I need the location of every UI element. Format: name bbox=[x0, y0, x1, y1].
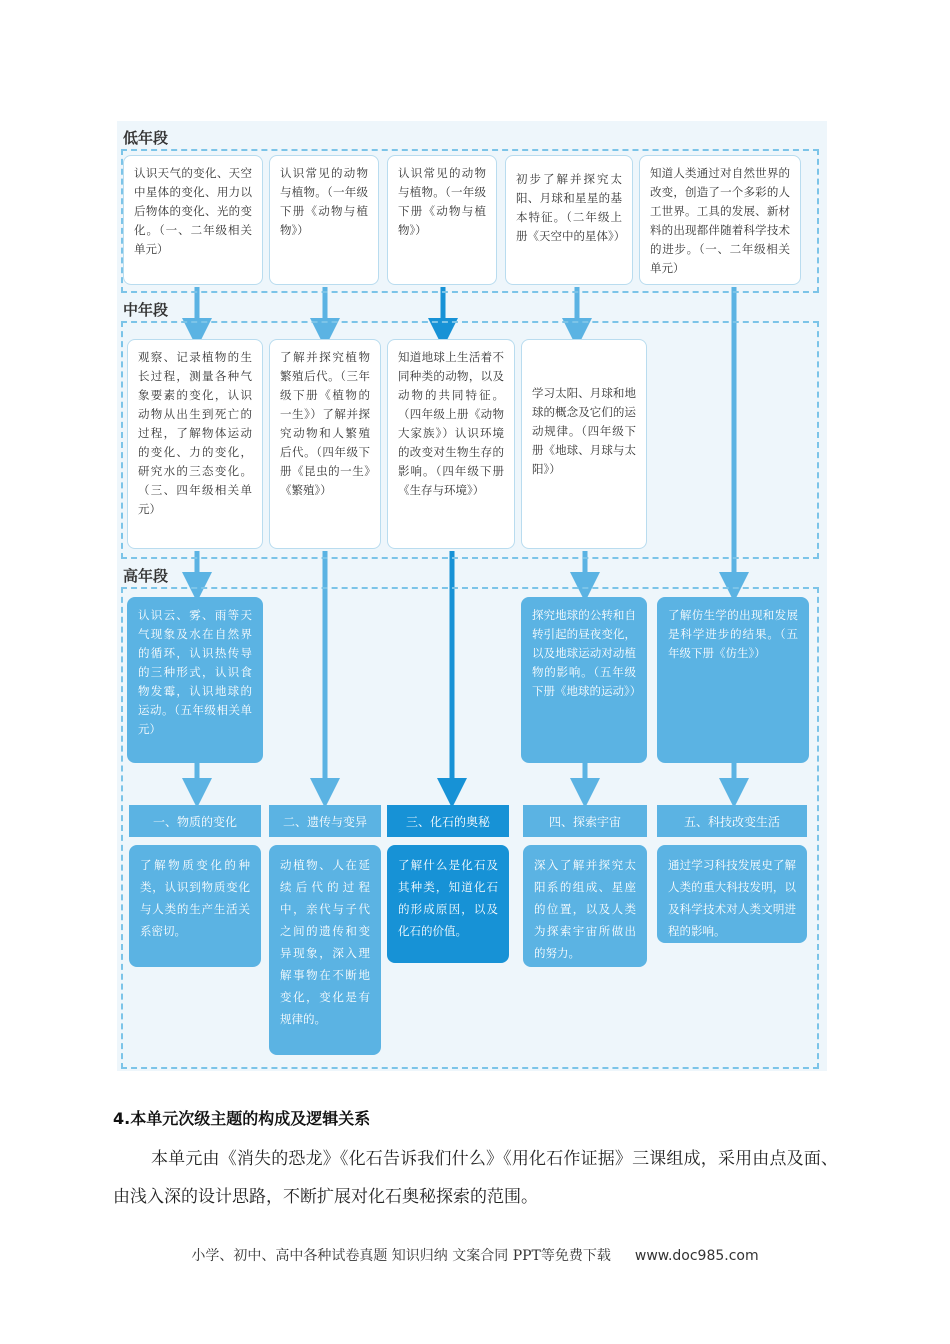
low-card: 认识常见的动物与植物。（一年级下册《动物与植物》） bbox=[269, 155, 379, 285]
topic-3: 三、化石的奥秘 bbox=[387, 805, 509, 837]
low-card: 认识常见的动物与植物。（一年级下册《动物与植物》） bbox=[387, 155, 497, 285]
section-label-high: 高年段 bbox=[123, 567, 169, 585]
topic-2: 二、遗传与变异 bbox=[269, 805, 381, 837]
topic-desc-4: 深入了解并探究太阳系的组成、星座的位置，以及人类为探索宇宙所做出的努力。 bbox=[523, 845, 647, 967]
page-footer bbox=[0, 1245, 950, 1265]
high-card: 了解仿生学的出现和发展是科学进步的结果。（五年级下册《仿生》） bbox=[657, 597, 809, 763]
high-card: 探究地球的公转和自转引起的昼夜变化，以及地球运动对动植物的影响。（五年级下册《地球的运动》） bbox=[521, 597, 647, 763]
section-paragraph: 本单元由《消失的恐龙》《化石告诉我们什么》《用化石作证据》三课组成，采用由点及面、由浅入深的设计思路，不断扩展对化石奥秘探索的范围。 bbox=[113, 1149, 838, 1207]
low-card: 认识天气的变化、天空中星体的变化、用力以后物体的变化、光的变化。（一、二年级相关单元） bbox=[123, 155, 263, 285]
footer-url[interactable]: www.doc985.com bbox=[634, 1248, 759, 1264]
high-card: 认识云、雾、雨等天气现象及水在自然界的循环，认识热传导的三种形式，认识食物发霉，认识地球的运动。（五年级相关单元） bbox=[127, 597, 263, 763]
mid-card: 了解并探究植物繁殖后代。（三年级下册《植物的一生》）了解并探究动物和人繁殖后代。（四年级下册《昆虫的一生》《繁殖》） bbox=[269, 339, 381, 549]
mid-card: 知道地球上生活着不同种类的动物，以及动物的共同特征。（四年级上册《动物大家族》）认识环境的改变对生物生存的影响。（四年级下册《生存与环境》） bbox=[387, 339, 515, 549]
low-card: 知道人类通过对自然世界的改变，创造了一个多彩的人工世界。工具的发展、新材料的出现都伴随着科学技术的进步。（一、二年级相关单元） bbox=[639, 155, 801, 285]
section-label-mid: 中年段 bbox=[123, 301, 169, 319]
mid-card: 学习太阳、月球和地球的概念及它们的运动规律。（四年级下册《地球、月球与太阳》） bbox=[521, 339, 647, 549]
topic-1: 一、物质的变化 bbox=[129, 805, 261, 837]
topic-4: 四、探索宇宙 bbox=[523, 805, 647, 837]
topic-desc-2: 动植物、人在延续后代的过程中，亲代与子代之间的遗传和变异现象，深入理解事物在不断地变化，变化是有规律的。 bbox=[269, 845, 381, 1055]
curriculum-figure bbox=[117, 121, 827, 1071]
topic-desc-1: 了解物质变化的种类，认识到物质变化与人类的生产生活关系密切。 bbox=[129, 845, 261, 967]
topic-desc-5: 通过学习科技发展史了解人类的重大科技发明，以及科学技术对人类文明进程的影响。 bbox=[657, 845, 807, 943]
footer-text: 小学、初中、高中各种试卷真题 知识归纳 文案合同 PPT等免费下载 bbox=[191, 1248, 611, 1264]
section-label-low: 低年段 bbox=[123, 129, 169, 147]
topic-5: 五、科技改变生活 bbox=[657, 805, 807, 837]
low-card: 初步了解并探究太阳、月球和星星的基本特征。（二年级上册《天空中的星体》） bbox=[505, 155, 633, 285]
mid-card: 观察、记录植物的生长过程，测量各种气象要素的变化，认识动物从出生到死亡的过程，了解物体运动的变化、力的变化，研究水的三态变化。（三、四年级相关单元） bbox=[127, 339, 263, 549]
section-heading: 4.本单元次级主题的构成及逻辑关系 bbox=[113, 1109, 371, 1128]
topic-desc-3: 了解什么是化石及其种类，知道化石的形成原因，以及化石的价值。 bbox=[387, 845, 509, 963]
